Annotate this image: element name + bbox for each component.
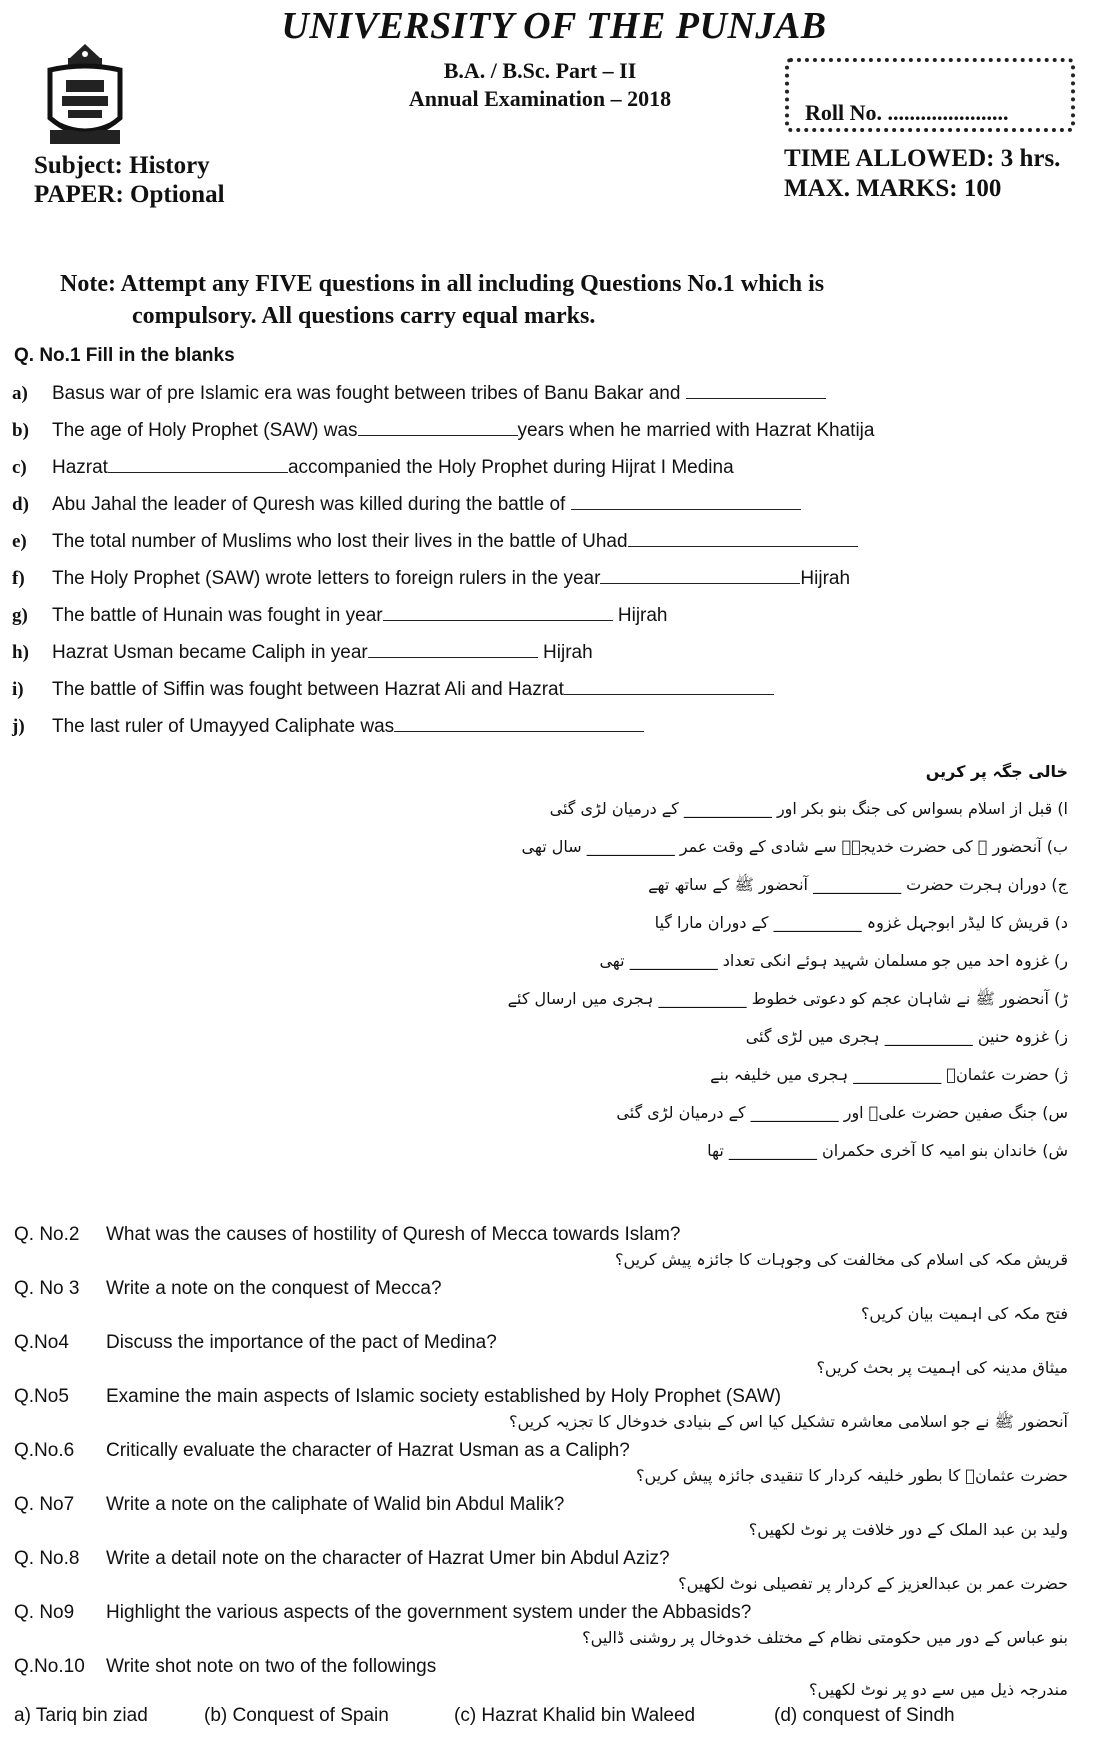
answer-blank[interactable] xyxy=(564,680,774,695)
question-text: What was the causes of hostility of Quresh of Mecca towards Islam? xyxy=(106,1224,681,1245)
question-row xyxy=(14,1332,497,1354)
roll-number-label: Roll No. ...................... xyxy=(805,100,1009,125)
question-text: Critically evaluate the character of Hazrat Usman as a Caliph? xyxy=(106,1440,630,1461)
urdu-item: ڑ) آنحضور ﷺ نے شاہان عجم کو دعوتی خطوط ___________ ہجری میں ارسال کئے xyxy=(507,989,1068,1008)
q10-options xyxy=(14,1705,955,1727)
exam-label: Annual Examination – 2018 xyxy=(408,86,672,111)
answer-blank[interactable] xyxy=(383,606,613,621)
question-row xyxy=(14,1494,564,1516)
question-urdu: آنحضور ﷺ نے جو اسلامی معاشرہ تشکیل کیا اس کے بنیادی خدوخال کا تجزیہ کریں؟ xyxy=(508,1412,1068,1431)
question-number: Q.No.10 xyxy=(14,1656,85,1677)
urdu-item: ش) خاندان بنو امیہ کا آخری حکمران ___________ تھا xyxy=(707,1141,1068,1160)
question-text: Write a note on the conquest of Mecca? xyxy=(106,1278,442,1299)
urdu-item: س) جنگ صفین حضرت علیؓ اور ___________ کے درمیان لڑی گئی xyxy=(616,1103,1068,1122)
q1-item: f) The Holy Prophet (SAW) wrote letters to foreign rulers in the year Hijrah xyxy=(12,568,851,589)
university-crest-icon xyxy=(40,40,130,150)
q1-item: g) The battle of Hunain was fought in year Hijrah xyxy=(12,605,668,626)
question-row xyxy=(14,1548,670,1570)
question-number: Q. No.8 xyxy=(14,1548,80,1569)
q1-item: i) The battle of Siffin was fought between Hazrat Ali and Hazrat xyxy=(12,679,774,701)
question-number: Q. No 3 xyxy=(14,1278,80,1299)
program-label: B.A. / B.Sc. Part – II xyxy=(443,58,637,83)
time-allowed: TIME ALLOWED: 3 hrs. xyxy=(784,145,1061,172)
question-row xyxy=(14,1224,680,1246)
max-marks: MAX. MARKS: 100 xyxy=(784,175,1002,202)
urdu-item: ا) قبل از اسلام بسواس کی جنگ بنو بکر اور ___________ کے درمیان لڑی گئی xyxy=(549,799,1068,818)
question-urdu: میثاق مدینہ کی اہمیت پر بحث کریں؟ xyxy=(816,1358,1068,1377)
question-number: Q. No7 xyxy=(14,1494,75,1515)
urdu-item: ج) دوران ہجرت حضرت ___________ آنحضور ﷺ کے ساتھ تھے xyxy=(648,875,1068,894)
option-b: (b) Conquest of Spain xyxy=(204,1705,389,1726)
question-row xyxy=(14,1278,442,1300)
question-text: Write shot note on two of the followings xyxy=(106,1656,437,1677)
q1-item: b) The age of Holy Prophet (SAW) was years when he married with Hazrat Khatija xyxy=(12,420,875,441)
question-number: Q.No4 xyxy=(14,1332,69,1353)
question-urdu: حضرت عثمانؓ کا بطور خلیفہ کردار کا تنقیدی جائزہ پیش کریں؟ xyxy=(636,1466,1068,1485)
question-urdu: حضرت عمر بن عبدالعزیز کے کردار پر تفصیلی نوٹ لکھیں؟ xyxy=(678,1574,1068,1593)
question-text: Write a detail note on the character of Hazrat Umer bin Abdul Aziz? xyxy=(106,1548,670,1569)
option-d: (d) conquest of Sindh xyxy=(774,1705,955,1726)
question-text: Examine the main aspects of Islamic society established by Holy Prophet (SAW) xyxy=(106,1386,782,1407)
note-line-2: compulsory. All questions carry equal marks. xyxy=(132,303,596,329)
question-urdu: فتح مکہ کی اہمیت بیان کریں؟ xyxy=(860,1304,1068,1323)
question-urdu: مندرجہ ذیل میں سے دو پر نوٹ لکھیں؟ xyxy=(809,1680,1068,1699)
q1-item: a) Basus war of pre Islamic era was fought between tribes of Banu Bakar and xyxy=(12,383,826,405)
option-a: a) Tariq bin ziad xyxy=(14,1705,148,1726)
answer-blank[interactable] xyxy=(358,421,518,436)
urdu-item: ز) غزوہ حنین ___________ ہجری میں لڑی گئی xyxy=(745,1027,1068,1046)
urdu-item: ر) غزوہ احد میں جو مسلمان شہید ہوئے انکی تعداد ___________ تھی xyxy=(599,951,1068,970)
q1-item: e) The total number of Muslims who lost their lives in the battle of Uhad xyxy=(12,531,858,553)
q1-item: d) Abu Jahal the leader of Quresh was killed during the battle of xyxy=(12,494,801,516)
answer-blank[interactable] xyxy=(686,384,826,399)
question-urdu: بنو عباس کے دور میں حکومتی نظام کے مختلف خدوخال پر روشنی ڈالیں؟ xyxy=(582,1628,1068,1647)
exam-note xyxy=(60,268,1050,332)
question-text: Discuss the importance of the pact of Medina? xyxy=(106,1332,497,1353)
question-number: Q.No.6 xyxy=(14,1440,75,1461)
question-number: Q. No9 xyxy=(14,1602,75,1623)
question-text: Write a note on the caliphate of Walid bin Abdul Malik? xyxy=(106,1494,565,1515)
urdu-item: د) قریش کا لیڈر ابوجہل غزوہ ___________ کے دوران مارا گیا xyxy=(654,913,1068,932)
q1-item: j) The last ruler of Umayyed Caliphate was xyxy=(12,716,644,738)
answer-blank[interactable] xyxy=(571,495,801,510)
urdu-item: ب) آنحضور ﷺ کی حضرت خدیجہؓ سے شادی کے وقت عمر ___________ سال تھی xyxy=(521,837,1068,856)
q1-heading: Q. No.1 Fill in the blanks xyxy=(14,345,235,366)
question-text: Highlight the various aspects of the government system under the Abbasids? xyxy=(106,1602,752,1623)
answer-blank[interactable] xyxy=(108,458,288,473)
answer-blank[interactable] xyxy=(600,569,800,584)
answer-blank[interactable] xyxy=(394,717,644,732)
university-title: UNIVERSITY OF THE PUNJAB xyxy=(281,5,827,47)
answer-blank[interactable] xyxy=(628,532,858,547)
question-row xyxy=(14,1656,436,1678)
q1-item: c) Hazrat accompanied the Holy Prophet during Hijrat I Medina xyxy=(12,457,734,478)
question-number: Q.No5 xyxy=(14,1386,69,1407)
question-row xyxy=(14,1602,751,1624)
question-row xyxy=(14,1386,781,1408)
urdu-item: ژ) حضرت عثمانؓ ___________ ہجری میں خلیفہ بنے xyxy=(710,1065,1068,1084)
question-row xyxy=(14,1440,630,1462)
subject-label: Subject: History xyxy=(34,152,210,179)
answer-blank[interactable] xyxy=(368,643,538,658)
option-c: (c) Hazrat Khalid bin Waleed xyxy=(454,1705,696,1726)
question-urdu: قریش مکہ کی اسلام کی مخالفت کی وجوہات کا جائزہ پیش کریں؟ xyxy=(614,1250,1068,1269)
urdu-heading: خالی جگہ پر کریں xyxy=(925,762,1068,781)
q1-item: h) Hazrat Usman became Caliph in year Hijrah xyxy=(12,642,593,663)
note-line-1: Note: Attempt any FIVE questions in all including Questions No.1 which is xyxy=(60,271,825,297)
question-urdu: ولید بن عبد الملک کے دور خلافت پر نوٹ لکھیں؟ xyxy=(748,1520,1068,1539)
paper-label: PAPER: Optional xyxy=(34,181,225,208)
question-number: Q. No.2 xyxy=(14,1224,80,1245)
